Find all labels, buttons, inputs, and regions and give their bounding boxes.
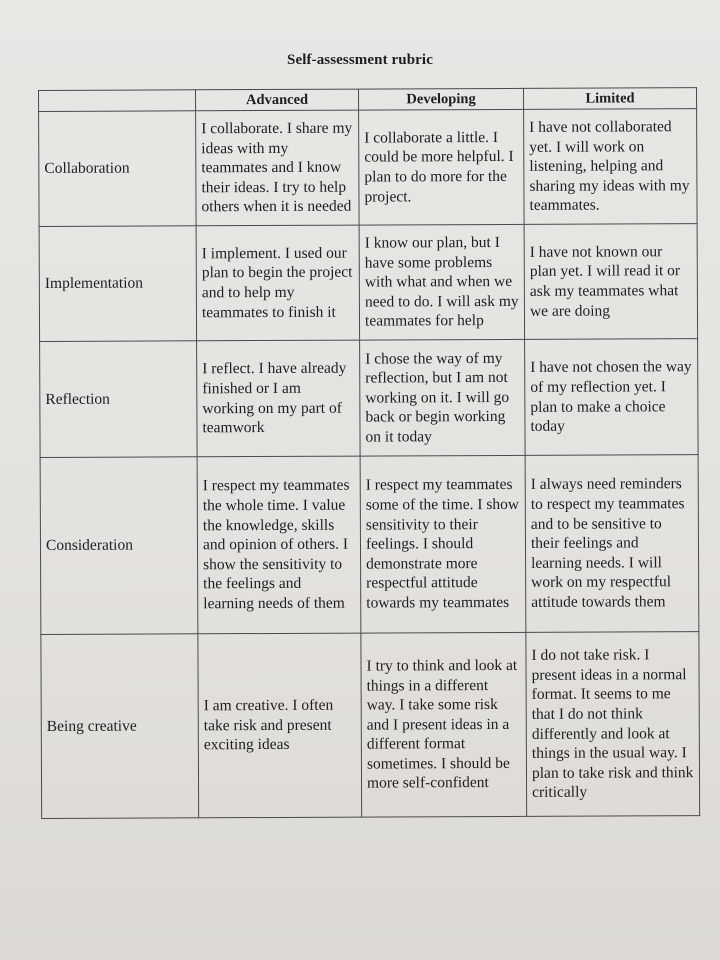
developing-cell: I try to think and look at things in a different way. I take some risk and I present ideas in a different format sometimes. I should be more self-confident bbox=[361, 632, 527, 817]
advanced-cell: I am creative. I often take risk and present exciting ideas bbox=[198, 633, 362, 818]
advanced-cell: I respect my teammates the whole time. I value the knowledge, skills and opinion of others. I show the sensitivity to the feelings and learning needs of them bbox=[197, 456, 361, 634]
rubric-table bbox=[38, 87, 700, 819]
criterion-cell: Collaboration bbox=[39, 111, 197, 227]
advanced-cell: I reflect. I have already finished or I am working on my part of teamwork bbox=[197, 340, 361, 457]
limited-cell: I have not known our plan yet. I will read it or ask my teammates what we are doing bbox=[524, 224, 698, 340]
header-empty bbox=[39, 90, 196, 112]
table-row bbox=[39, 224, 697, 342]
limited-cell: I always need reminders to respect my teammates and to be sensitive to their feelings and learning needs. I will work on my respectful attitude towards them bbox=[525, 455, 699, 633]
developing-cell: I chose the way of my reflection, but I am not working on it. I will go back or begin working on it today bbox=[360, 339, 526, 456]
criterion-cell: Consideration bbox=[40, 457, 198, 635]
developing-cell: I know our plan, but I have some problems with what and when we need to do. I will ask my teammates for help bbox=[359, 224, 525, 340]
limited-cell: I have not collaborated yet. I will work on listening, helping and sharing my ideas with my teammates. bbox=[524, 109, 698, 225]
header-limited: Limited bbox=[523, 88, 696, 110]
header-developing: Developing bbox=[358, 88, 523, 110]
advanced-cell: I implement. I used our plan to begin the project and to help my teammates to finish it bbox=[196, 225, 360, 341]
developing-cell: I collaborate a little. I could be more helpful. I plan to do more for the project. bbox=[359, 109, 525, 225]
developing-cell: I respect my teammates some of the time. I show sensitivity to their feelings. I should demonstrate more respectful attitude towards my teammates bbox=[360, 455, 526, 633]
header-row bbox=[39, 88, 697, 112]
advanced-cell: I collaborate. I share my ideas with my teammates and I know their ideas. I try to help others when it is needed bbox=[196, 110, 360, 226]
table-row bbox=[41, 632, 700, 819]
table-row bbox=[40, 455, 699, 635]
limited-cell: I have not chosen the way of my reflection yet. I plan to make a choice today bbox=[525, 339, 699, 456]
criterion-cell: Implementation bbox=[39, 226, 197, 342]
header-advanced: Advanced bbox=[196, 89, 359, 111]
table-row bbox=[39, 109, 697, 227]
table-row bbox=[40, 339, 698, 458]
criterion-cell: Reflection bbox=[40, 341, 198, 458]
limited-cell: I do not take risk. I present ideas in a normal format. It seems to me that I do not think differently and look at things in the usual way. I plan to take risk and think critically bbox=[526, 632, 700, 817]
document-title: Self-assessment rubric bbox=[287, 52, 433, 68]
criterion-cell: Being creative bbox=[41, 634, 199, 819]
